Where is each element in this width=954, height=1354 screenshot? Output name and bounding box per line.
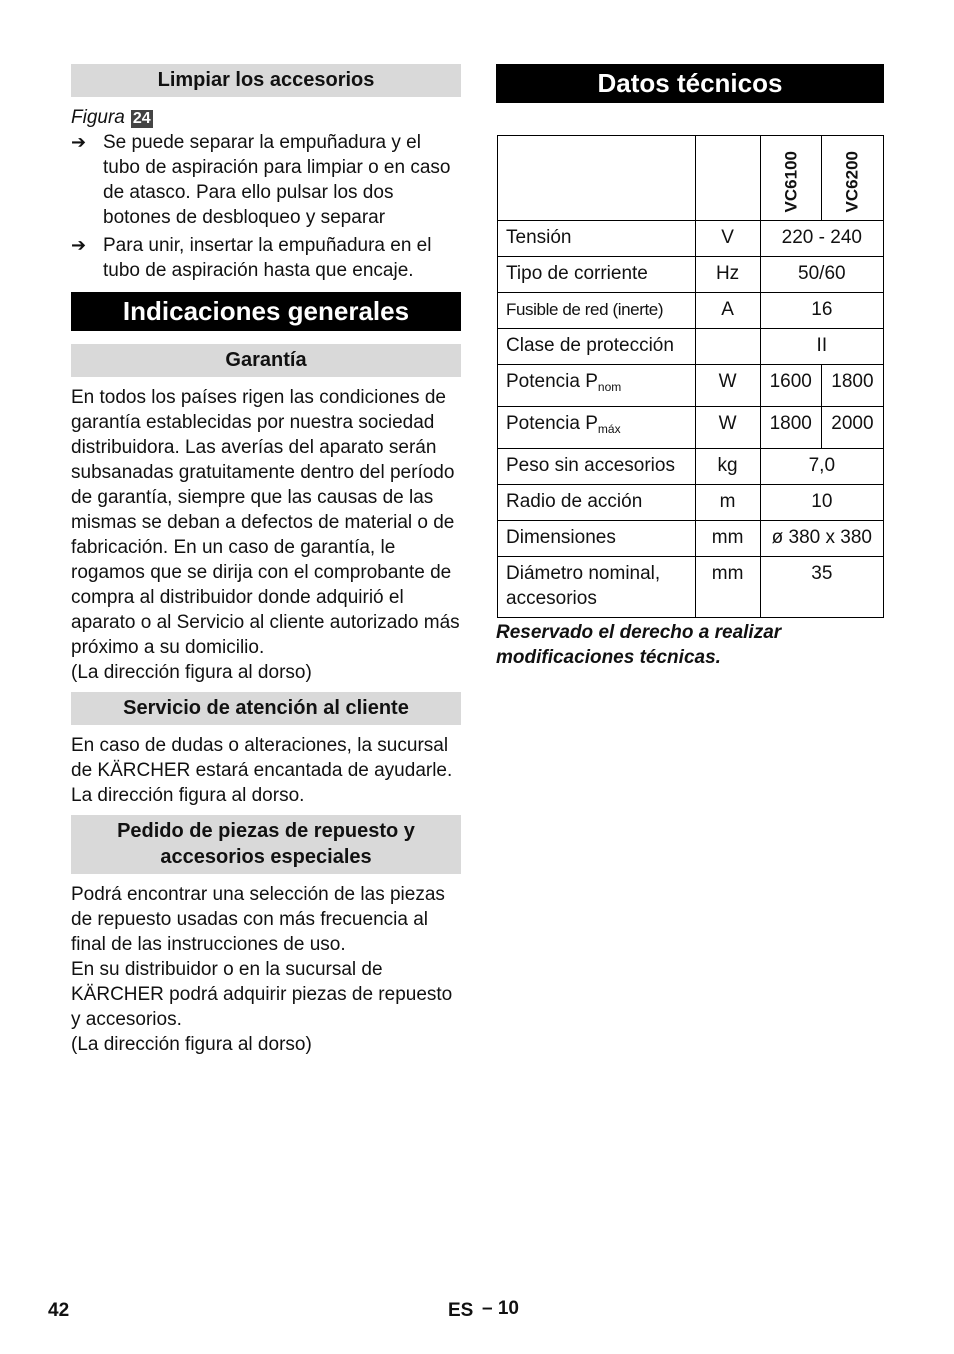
row-value: 7,0 <box>760 449 883 485</box>
footer-language: ES <box>448 1300 474 1321</box>
reserved-rights-note: Reservado el derecho a realizar modificaciones técnicas. <box>496 622 782 668</box>
bullet-text: Para unir, insertar la empuñadura en el tubo de aspiración hasta que encaje. <box>103 235 432 281</box>
row-unit: mm <box>695 557 760 618</box>
customer-service-heading: Servicio de atención al cliente <box>71 692 461 725</box>
technical-data-heading: Datos técnicos <box>496 64 884 103</box>
row-label <box>498 365 696 407</box>
row-unit: Hz <box>695 257 760 293</box>
left-column <box>71 64 461 1057</box>
table-row <box>498 557 884 618</box>
row-unit: m <box>695 485 760 521</box>
row-value-vc6200: 2000 <box>821 407 883 449</box>
power-subscript: máx <box>597 422 621 436</box>
row-unit: kg <box>695 449 760 485</box>
table-row <box>498 293 884 329</box>
row-unit: W <box>695 365 760 407</box>
row-unit: A <box>695 293 760 329</box>
bullet-text: Se puede separar la empuñadura y el tubo de aspiración para limpiar o en caso de atasco. Para ello pulsar los dos botones de desbloqueo y separar <box>103 132 451 228</box>
row-value: ø 380 x 380 <box>760 521 883 557</box>
row-value: 220 - 240 <box>760 221 883 257</box>
row-label: Radio de acción <box>498 485 696 521</box>
table-row <box>498 257 884 293</box>
row-unit: W <box>695 407 760 449</box>
table-header-unit <box>695 136 760 221</box>
spare-parts-text-2: En su distribuidor o en la sucursal de KÄRCHER podrá adquirir piezas de repuesto y accesorios. <box>71 959 453 1030</box>
row-value: 16 <box>760 293 883 329</box>
row-value-vc6200: 1800 <box>821 365 883 407</box>
power-label: Potencia P <box>506 371 598 392</box>
row-label: Dimensiones <box>498 521 696 557</box>
row-unit <box>695 329 760 365</box>
table-row <box>498 449 884 485</box>
table-row <box>498 329 884 365</box>
figure-reference <box>71 105 461 130</box>
row-value-vc6100: 1800 <box>760 407 821 449</box>
general-indications-heading: Indicaciones generales <box>71 292 461 331</box>
row-label: Clase de protección <box>498 329 696 365</box>
row-label <box>498 407 696 449</box>
row-value: 10 <box>760 485 883 521</box>
figure-number-badge: 24 <box>132 110 151 127</box>
table-row <box>498 221 884 257</box>
row-label: Fusible de red (inerte) <box>498 293 696 329</box>
table-row <box>498 485 884 521</box>
footer-section-page: – 10 <box>482 1298 519 1319</box>
row-label: Diámetro nominal, accesorios <box>498 557 696 618</box>
spare-parts-address-note: (La dirección figura al dorso) <box>71 1034 312 1055</box>
clean-accessories-heading: Limpiar los accesorios <box>71 64 461 97</box>
table-row <box>498 521 884 557</box>
row-value: 35 <box>760 557 883 618</box>
model-label: VC6200 <box>842 150 862 212</box>
row-label: Tipo de corriente <box>498 257 696 293</box>
power-subscript: nom <box>597 380 622 394</box>
figure-label: Figura <box>71 107 125 128</box>
row-label: Tensión <box>498 221 696 257</box>
row-value-vc6100: 1600 <box>760 365 821 407</box>
row-label: Peso sin accesorios <box>498 449 696 485</box>
table-row <box>498 407 884 449</box>
page-number: 42 <box>48 1300 70 1321</box>
arrow-bullet-icon: ➔ <box>71 132 87 152</box>
row-value: 50/60 <box>760 257 883 293</box>
warranty-text: En todos los países rigen las condiciones de garantía establecidas por nuestra sociedad distribuidora. Las averías del aparato serán subsanadas gratuitamente dentro del período de garantía, siempre que las causas de las mismas se deban a defectos de material o de fabricación. En un caso de garantía, le rogamos que se dirija con el comprobante de compra al distribuidor donde adquirió el aparato o al Servicio al cliente autorizado más próximo a su domicilio. <box>71 387 460 658</box>
model-header-vc6100 <box>760 136 821 221</box>
model-label: VC6100 <box>781 150 801 212</box>
row-value: II <box>760 329 883 365</box>
spare-parts-heading: Pedido de piezas de repuesto y accesorios especiales <box>71 815 461 874</box>
list-item <box>71 233 461 283</box>
arrow-bullet-icon: ➔ <box>71 235 87 255</box>
model-header-vc6200 <box>821 136 883 221</box>
warranty-address-note: (La dirección figura al dorso) <box>71 662 312 683</box>
power-label: Potencia P <box>506 413 598 434</box>
list-item <box>71 130 461 230</box>
right-column <box>496 64 884 670</box>
technical-data-table <box>497 135 884 618</box>
table-header-empty <box>498 136 696 221</box>
spare-parts-text: Podrá encontrar una selección de las piezas de repuesto usadas con más frecuencia al final de las instrucciones de uso. <box>71 884 445 955</box>
row-unit: mm <box>695 521 760 557</box>
table-row <box>498 365 884 407</box>
customer-service-text: En caso de dudas o alteraciones, la sucursal de KÄRCHER estará encantada de ayudarle. La dirección figura al dorso. <box>71 735 453 806</box>
table-header-row <box>498 136 884 221</box>
warranty-heading: Garantía <box>71 344 461 377</box>
row-unit: V <box>695 221 760 257</box>
